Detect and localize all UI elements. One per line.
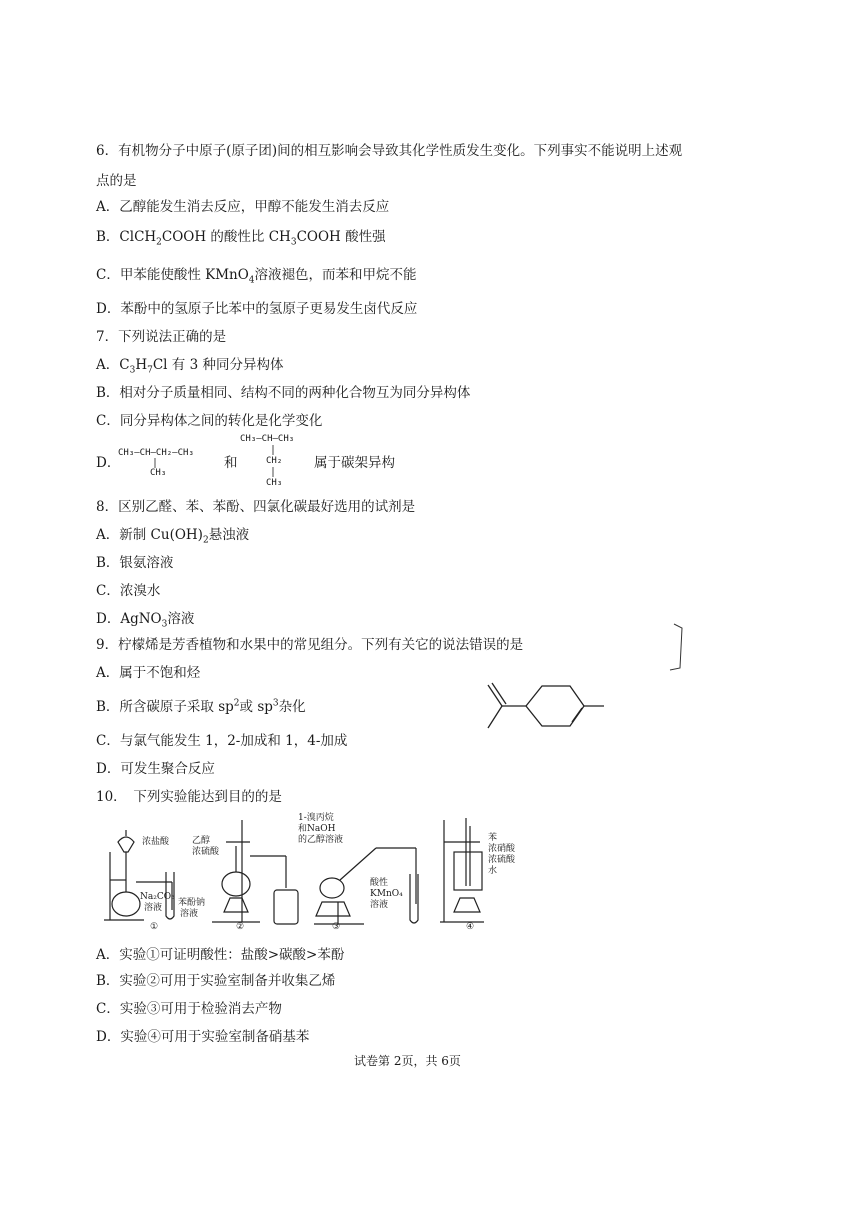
q7-option-d-label: D．: [96, 455, 121, 471]
q7-molecule-2-bond2: [272, 467, 274, 477]
q9-option-d: D．可发生聚合反应: [96, 761, 215, 777]
app2-label-ethanol: 乙醇: [192, 836, 211, 846]
q7-and: 和: [224, 455, 238, 471]
limonene-structure: [480, 680, 610, 740]
q7-molecule-2-bot: CH₃: [266, 478, 283, 488]
q9-option-b: B．所含碳原子采取 $sp^2$或 $sp^3$杂化: [96, 698, 306, 715]
app1-label-phenolate2: 溶液: [180, 909, 199, 919]
q6-option-c: C．甲苯能使酸性 KMnO$_4$溶液褪色，而苯和甲烷不能: [96, 267, 417, 286]
q7-molecule-2-mid: CH₂: [266, 456, 283, 466]
q6-option-a: A．乙醇能发生消去反应，甲醇不能发生消去反应: [96, 199, 390, 215]
q8-stem: 8．区别乙醛、苯、苯酚、四氯化碳最好选用的试剂是: [96, 499, 416, 515]
app1-label-phenolate1: 苯酚钠: [178, 898, 206, 908]
q8-option-c: C．浓溴水: [96, 583, 161, 599]
margin-bracket-mark: [668, 622, 688, 672]
q8-option-b: B．银氨溶液: [96, 555, 174, 571]
q9-stem: 9．柠檬烯是芳香植物和水果中的常见组分。下列有关它的说法错误的是: [96, 637, 524, 653]
app3-number: ③: [332, 922, 341, 932]
app4-number: ④: [466, 922, 475, 932]
q7-molecule-2-top: CH₃—CH—CH₃: [240, 434, 295, 444]
app4-label3: 浓硫酸: [488, 855, 516, 865]
app3-label4: 酸性: [370, 878, 389, 888]
app3-label5: KMnO₄: [370, 889, 403, 899]
app4-label1: 苯: [488, 833, 498, 843]
q9-option-a: A．属于不饱和烃: [96, 665, 201, 681]
app1-label-na2co3: Na₂CO₃: [140, 892, 175, 902]
app1-number: ①: [150, 922, 159, 932]
q10-option-a: A．实验①可证明酸性：盐酸>碳酸>苯酚: [96, 947, 345, 963]
q7-option-d-suffix: 属于碳架异构: [314, 455, 395, 471]
q6-option-d: D．苯酚中的氢原子比苯中的氢原子更易发生卤代反应: [96, 301, 418, 317]
app3-label3: 的乙醇溶液: [298, 835, 344, 845]
q7-stem: 7．下列说法正确的是: [96, 329, 227, 345]
app4-label2: 浓硝酸: [488, 844, 516, 854]
q7-molecule-1-bond: [154, 458, 156, 468]
app4-label4: 水: [488, 866, 498, 876]
q10-option-c: C．实验③可用于检验消去产物: [96, 1001, 282, 1017]
q10-stem: 10． 下列实验能达到目的的是: [96, 789, 282, 805]
page-footer: 试卷第 2页，共 6页: [354, 1054, 461, 1068]
q7-option-a: A．$C_3H_7Cl$ 有 3 种同分异构体: [96, 357, 284, 376]
app3-label1: 1-溴丙烷: [298, 813, 334, 823]
q10-option-d: D．实验④可用于实验室制备硝基苯: [96, 1029, 310, 1045]
app3-label6: 溶液: [370, 900, 389, 910]
q10-option-b: B．实验②可用于实验室制备并收集乙烯: [96, 973, 336, 989]
q7-molecule-1-main: CH₃—CH—CH₂—CH₃: [118, 448, 194, 458]
q6-stem-line2: 点的是: [96, 173, 137, 189]
q6-stem-line1: 6．有机物分子中原子(原子团)间的相互影响会导致其化学性质发生变化。下列事实不能说明上述观: [96, 143, 683, 159]
q7-option-c: C．同分异构体之间的转化是化学变化: [96, 413, 323, 429]
q8-option-a: A．新制 $Cu(OH)_2$悬浊液: [96, 527, 250, 546]
q8-option-d: D．AgNO$_3$溶液: [96, 611, 195, 630]
app2-number: ②: [236, 922, 245, 932]
q7-molecule-2-bond1: [272, 445, 274, 455]
app1-label-acid: 浓盐酸: [142, 837, 170, 847]
app1-label-solution: 溶液: [144, 903, 163, 913]
q6-option-b: B．ClCH$_2$COOH 的酸性比 $CH_3COOH$ 酸性强: [96, 229, 386, 248]
q7-molecule-1-branch: CH₃: [150, 468, 167, 478]
app3-label2: 和NaOH: [298, 824, 336, 834]
q9-option-c: C．与氯气能发生 1，2-加成和 1，4-加成: [96, 733, 348, 749]
app2-label-acid: 浓硫酸: [192, 847, 220, 857]
q7-option-b: B．相对分子质量相同、结构不同的两种化合物互为同分异构体: [96, 385, 471, 401]
